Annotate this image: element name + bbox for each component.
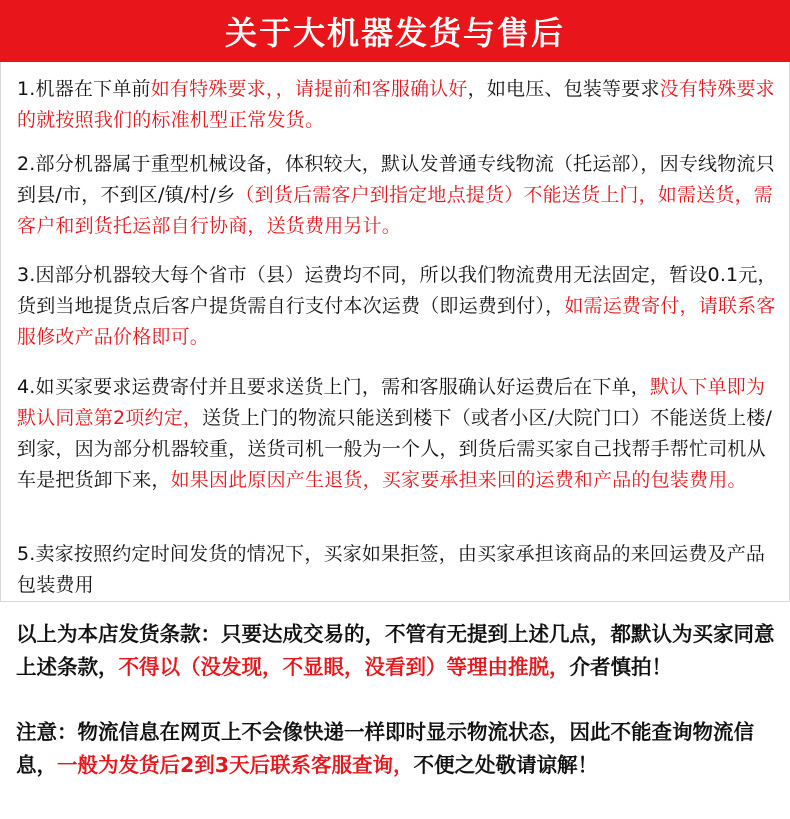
header-banner: [0, 0, 790, 62]
term-highlight: 默认下单即为默认同意第2项约定，: [17, 376, 766, 429]
term-text: 2.部分机器属于重型机械设备，体积较大，默认发普通专线物流（托运部），因专线物流只到县/市，不到区/镇/村/乡: [17, 153, 775, 206]
term-highlight: （到货后需客户到指定地点提货）不能送货上门，如需送货，需客户和到货托运部自行协商，送货费用另计。: [17, 184, 774, 237]
summary-text: 以上为本店发货条款：只要达成交易的，不管有无提到上述几点，都默认为买家同意上述条款，: [16, 622, 775, 679]
term-1: [17, 74, 777, 136]
policy-summary: [16, 618, 778, 683]
term-3: [17, 260, 777, 353]
notice-text: 不便之处敬请谅解！: [413, 752, 599, 777]
term-highlight: 如有特殊要求，，请提前和客服确认好: [150, 78, 468, 100]
term-highlight: 如需运费寄付，请联系客服修改产品价格即可。: [17, 295, 776, 348]
term-4: [17, 372, 777, 496]
term-text: ，如电压、包装等要求: [467, 78, 660, 100]
term-text: 送货上门的物流只能送到楼下（或者小区/大院门口）不能送货上楼/到家，因为部分机器较重，送货司机一般为一个人，到货后需买家自己找帮手帮忙司机从车是把货卸下来，: [17, 407, 773, 491]
notice-text: 注意：物流信息在网页上不会像快递一样即时显示物流状态，因此不能查询物流信息，: [16, 720, 754, 777]
term-text: 5.卖家按照约定时间发货的情况下，买家如果拒签，由买家承担该商品的来回运费及产品包装费用: [17, 543, 766, 596]
summary-text: 介者慎拍！: [569, 654, 672, 679]
term-text: 3.因部分机器较大每个省市（县）运费均不同，所以我们物流费用无法固定，暂设0.1元，货到当地提货点后客户提货需自行支付本次运费（即运费到付），: [17, 264, 777, 317]
term-highlight: 如果因此原因产生退货，买家要承担来回的运费和产品的包装费用。: [170, 469, 747, 491]
logistics-notice: [16, 716, 778, 781]
term-text: 1.机器在下单前: [17, 78, 151, 100]
term-highlight: 没有特殊要求的就按照我们的标准机型正常发货。: [17, 78, 775, 131]
term-5: [17, 539, 777, 601]
page-title: 关于大机器发货与售后: [224, 14, 565, 52]
terms-panel: [0, 62, 790, 602]
term-text: 4.如买家要求运费寄付并且要求送货上门，需和客服确认好运费后在下单，: [17, 376, 650, 398]
summary-highlight: 不得以（没发现，不显眼，没看到）等理由推脱，: [118, 654, 570, 679]
notice-highlight: 一般为发货后2到3天后联系客服查询，: [57, 752, 414, 777]
term-2: [17, 149, 777, 242]
